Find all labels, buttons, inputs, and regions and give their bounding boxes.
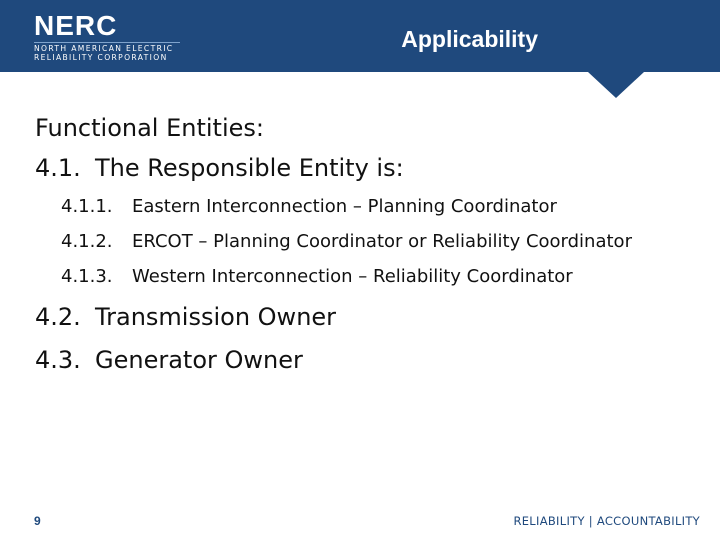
- item-4-2-number: 4.2.: [35, 303, 81, 331]
- logo-wordmark: NERC: [34, 10, 118, 41]
- item-4-2: [35, 297, 632, 337]
- sub-item-number: 4.1.1.: [61, 196, 113, 217]
- item-4-3: [35, 340, 632, 380]
- footer-tagline: RELIABILITY | ACCOUNTABILITY: [513, 514, 700, 528]
- sub-item-number: 4.1.3.: [61, 266, 113, 287]
- item-4-2-text: Transmission Owner: [95, 303, 337, 331]
- item-4-3-text: Generator Owner: [95, 346, 303, 374]
- sub-item-text: Eastern Interconnection – Planning Coordinator: [132, 196, 557, 217]
- functional-entities-heading: Functional Entities:: [35, 114, 264, 142]
- item-4-1: [35, 148, 632, 188]
- slide-content: [35, 108, 632, 380]
- slide-title: Applicability: [401, 26, 538, 52]
- item-4-3-number: 4.3.: [35, 346, 81, 374]
- sub-item-number: 4.1.2.: [61, 231, 113, 252]
- nerc-logo: [34, 12, 184, 60]
- item-4-1-text: The Responsible Entity is:: [95, 154, 404, 182]
- logo-line-2: RELIABILITY CORPORATION: [34, 53, 168, 62]
- logo-line-1: NORTH AMERICAN ELECTRIC: [34, 44, 174, 53]
- item-4-1-number: 4.1.: [35, 154, 81, 182]
- logo-divider: [34, 42, 180, 43]
- sub-item-text: ERCOT – Planning Coordinator or Reliability Coordinator: [132, 231, 632, 252]
- sub-item-text: Western Interconnection – Reliability Coordinator: [132, 266, 573, 287]
- sub-item-list: [35, 189, 632, 294]
- header-bar: [0, 0, 720, 72]
- sub-item-4-1-2: [35, 224, 632, 259]
- page-number: 9: [34, 514, 41, 528]
- sub-item-4-1-3: [35, 259, 632, 294]
- sub-item-4-1-1: [35, 189, 632, 224]
- header-notch: [588, 72, 644, 98]
